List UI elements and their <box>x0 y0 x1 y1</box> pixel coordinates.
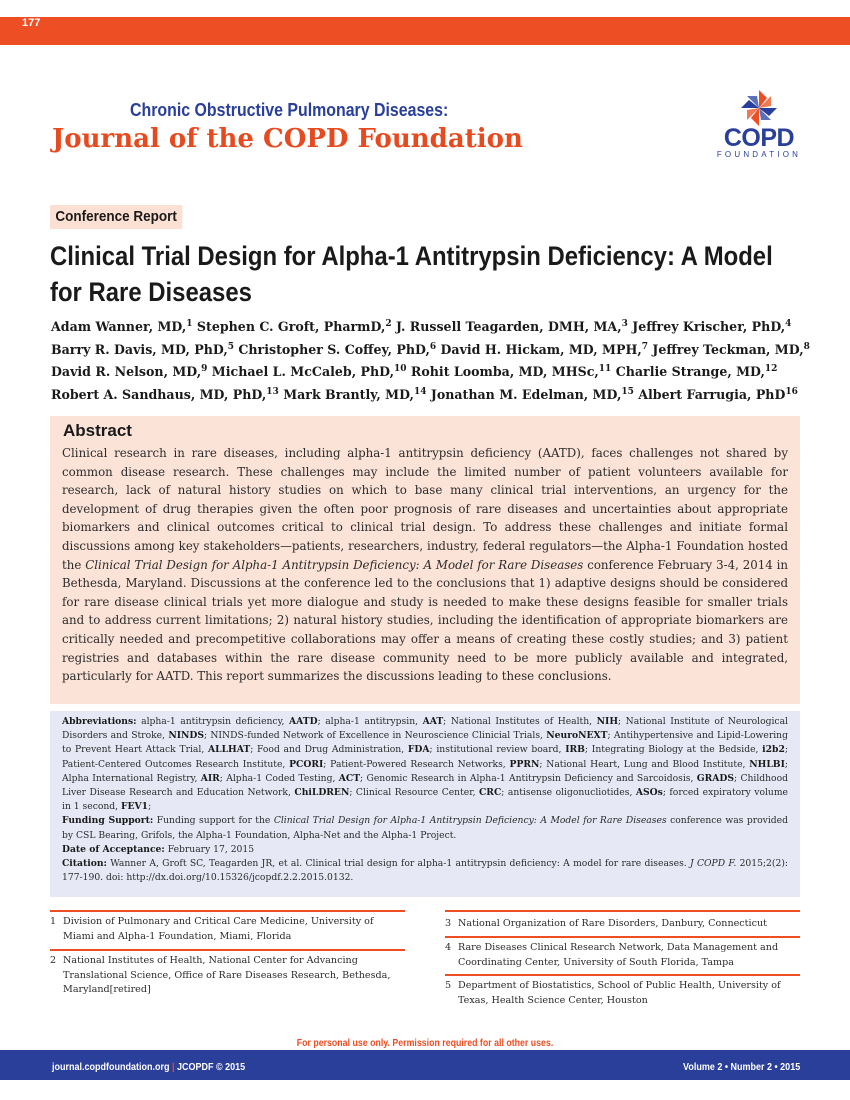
abstract-heading: Abstract <box>63 421 132 440</box>
usage-notice: For personal use only. Permission required for all other uses. <box>296 1038 554 1049</box>
affiliation-divider <box>445 974 800 976</box>
affiliation-divider <box>50 910 405 912</box>
author: David H. Hickam, MD, MPH,$^7$ <box>440 341 648 357</box>
affiliation-divider <box>50 949 405 951</box>
journal-title: Journal of the COPD Foundation <box>52 124 523 154</box>
acceptance-date: Date of Acceptance: February 17, 2015 <box>62 843 255 855</box>
report-type-badge: Conference Report <box>50 205 182 229</box>
volume-info: Volume 2 • Number 2 • 2015 <box>682 1062 800 1073</box>
author: Robert A. Sandhaus, MD, PhD,$^{13}$ <box>51 386 279 402</box>
logo-subtext: FOUNDATION <box>716 150 802 159</box>
journal-website-link[interactable]: journal.copdfoundation.org <box>52 1062 170 1073</box>
affiliation-divider <box>445 936 800 938</box>
author: Albert Farrugia, PhD$^{16}$ <box>638 386 798 402</box>
article-title: Clinical Trial Design for Alpha-1 Antitrypsin Deficiency: A Model for Rare Diseases <box>50 241 773 307</box>
abstract-section <box>50 416 800 704</box>
affiliation-item: 2 National Institutes of Health, National Center for Advancing Translational Science, Office of Rare Diseases Research, Bethesda, Maryland[retired] <box>50 955 391 995</box>
author: Jeffrey Krischer, PhD,$^4$ <box>632 319 792 334</box>
logo-wordmark: COPD <box>723 124 795 152</box>
abbreviations-section <box>50 711 800 897</box>
author: Adam Wanner, MD,$^1$ <box>51 319 193 334</box>
affiliation-divider <box>445 910 800 912</box>
footer-left: journal.copdfoundation.org | JCOPDF © 2015 <box>52 1062 246 1073</box>
author: Michael L. McCaleb, PhD,$^{10}$ <box>211 364 407 379</box>
affiliation-item: 3 National Organization of Rare Disorders, Danbury, Connecticut <box>445 918 768 929</box>
author: Stephen C. Groft, PharmD,$^2$ <box>196 319 392 334</box>
citation: Citation: Wanner A, Groft SC, Teagarden JR, et al. Clinical trial design for alpha-1 antitrypsin deficiency: A model for rare diseases. J COPD F. 2015;2(2): 177-190. doi: http://dx.doi.org/10.15326/jcopdf.2.2.2015.0132. <box>62 858 788 884</box>
page-number: 177 <box>22 17 41 29</box>
top-banner <box>0 17 850 45</box>
author: J. Russell Teagarden, DMH, MA,$^3$ <box>396 319 628 334</box>
affiliation-item: 4 Rare Diseases Clinical Research Network, Data Management and Coordinating Center, University of South Florida, Tampa <box>445 942 779 968</box>
author-list <box>51 316 811 406</box>
journal-subtitle: Chronic Obstructive Pulmonary Diseases: <box>130 99 449 120</box>
affiliation-item: 1 Division of Pulmonary and Critical Care Medicine, University of Miami and Alpha-1 Foundation, Miami, Florida <box>50 916 374 942</box>
abstract-text: Clinical research in rare diseases, including alpha-1 antitrypsin deficiency (AATD), faces challenges not shared by common disease research. These challenges may include the limited number of patient volunteers available for research, lack of natural history studies on which to base many clinical trial interventions, an urgency for the development of drug therapies given the often poor prognosis of rare diseases and uncertainties about appropriate biomarkers and clinical outcomes critical to clinical trial design. To address these challenges and initiate formal discussions among key stakeholders—patients, researchers, industry, federal regulators—the Alpha-1 Foundation hosted the Clinical Trial Design for Alpha-1 Antitrypsin Deficiency: A Model for Rare Diseases conference February 3-4, 2014 in Bethesda, Maryland. Discussions at the conference led to the conclusions that 1) adaptive designs should be considered for rare disease clinical trials yet more dialogue and study is needed to make these designs feasible for smaller trials and to address current limitations; 2) natural history studies, including the identification of appropriate biomarkers are critically needed and precompetitive collaborations may offer a means of creating these costly studies; and 3) patient registries and databases within the rare disease community need to be more publicly available and integrated, particularly for AATD. This report summarizes the discussions leading to these conclusions. <box>62 446 788 684</box>
author: Rohit Loomba, MD, MHSc,$^{11}$ <box>410 364 612 379</box>
abbreviations-list: Abbreviations: alpha-1 antitrypsin deficiency, AATD; alpha-1 antitrypsin, AAT; National Institutes of Health, NIH; National Institute of Neurological Disorders and Stroke, NINDS; NINDS-funded Network of Excellence in Neuroscience Clinicial Trials, NeuroNEXT; Antihypertensive and Lipid-Lowering to Prevent Heart Attack Trial, ALLHAT; Food and Drug Administration, FDA; institutional review board, IRB; Integrating Biology at the Bedside, i2b2; Patient-Centered Outcomes Research Institute, PCORI; Patient-Powered Research Networks, PPRN; National Heart, Lung and Blood Institute, NHLBI; Alpha International Registry, AIR; Alpha-1 Coded Testing, ACT; Genomic Research in Alpha-1 Antitrypsin Deficiency and Sarcoidosis, GRADS; Childhood Liver Disease Research and Education Network, ChiLDREN; Clinical Resource Center, CRC; antisense oligonucliotides, ASOs; forced expiratory volume in 1 second, FEV1; <box>62 716 789 813</box>
author: Jeffrey Teckman, MD,$^8$ <box>652 341 810 357</box>
affiliation-item: 5 Department of Biostatistics, School of Public Health, University of Texas, Health Science Center, Houston <box>445 980 781 1006</box>
author: Barry R. Davis, MD, PhD,$^5$ <box>51 341 234 357</box>
author: Charlie Strange, MD,$^{12}$ <box>615 364 778 379</box>
author: Christopher S. Coffey, PhD,$^6$ <box>238 341 437 357</box>
author: David R. Nelson, MD,$^9$ <box>51 364 208 379</box>
author: Jonathan M. Edelman, MD,$^{15}$ <box>430 386 634 402</box>
funding-support: Funding Support: Funding support for the Clinical Trial Design for Alpha-1 Antitrypsin Deficiency: A Model for Rare Diseases conference was provided by CSL Bearing, Grifols, the Alpha-1 Foundation, Alpha-Net and the Alpha-1 Project. <box>62 815 788 841</box>
author: Mark Brantly, MD,$^{14}$ <box>283 386 427 402</box>
